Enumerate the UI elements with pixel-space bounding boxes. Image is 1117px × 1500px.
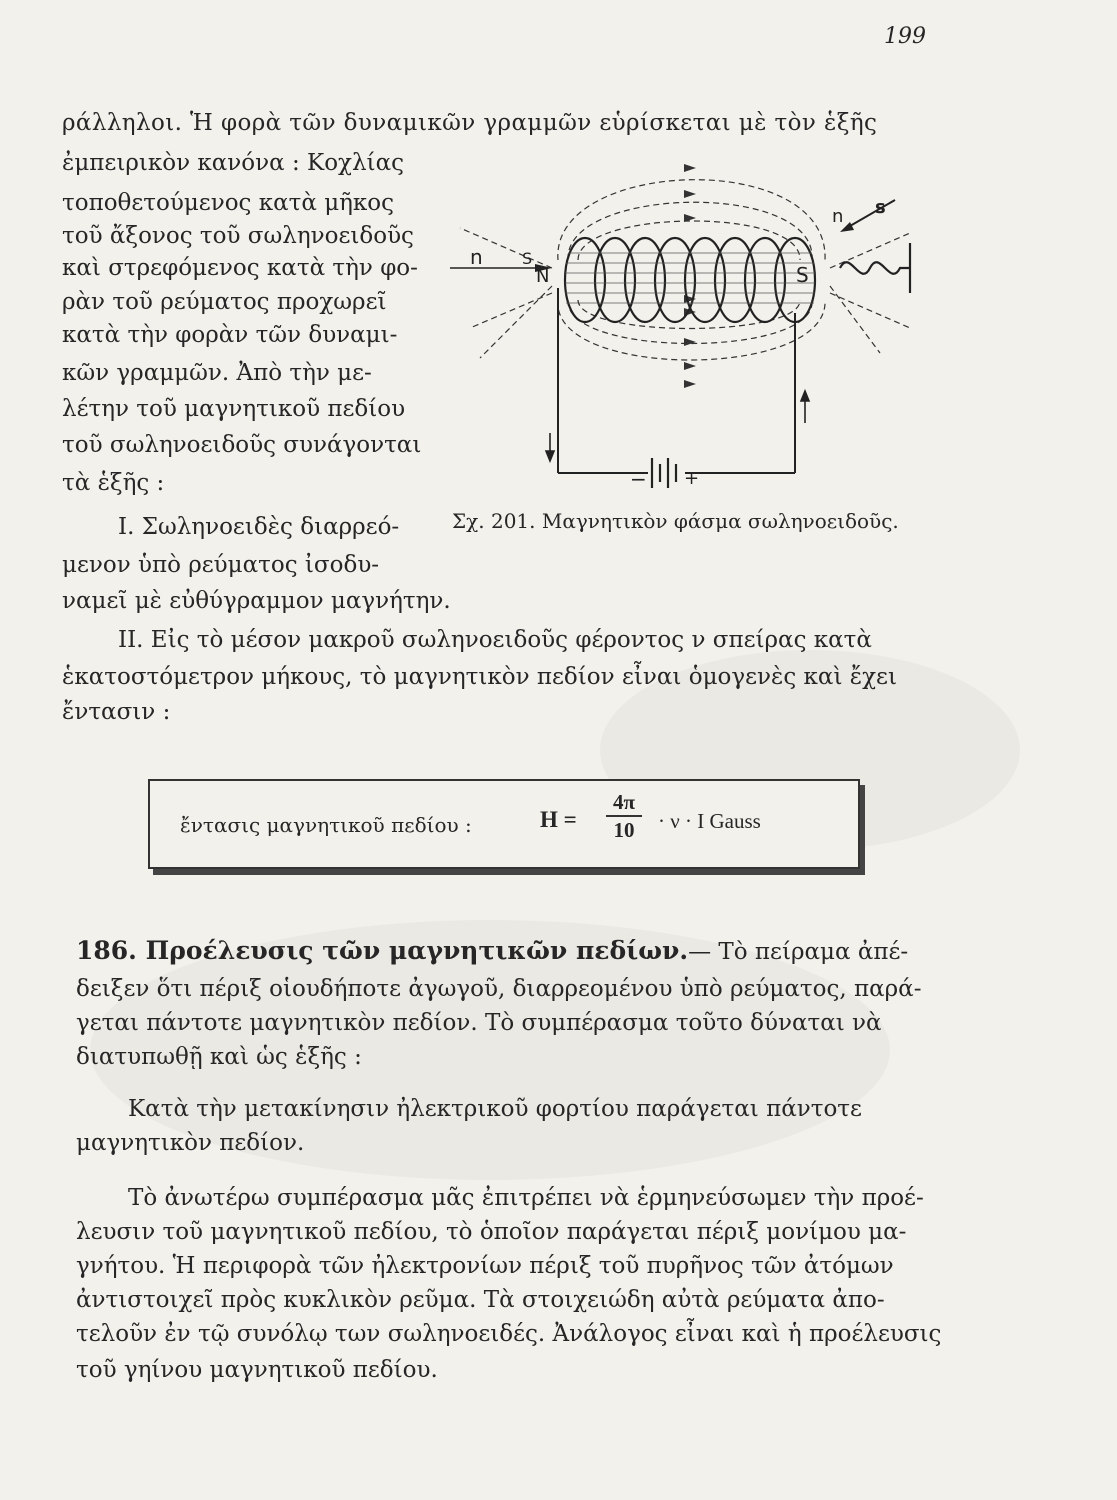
formula-denominator: 10 [613,818,635,842]
figure-caption: Σχ. 201. Μαγνητικὸν φάσμα σωληνοειδοῦς. [452,509,899,533]
label-S-right: S [796,263,809,287]
intro-line: ράλληλοι. Ἡ φορὰ τῶν δυναμικῶν γραμμῶν εὑρίσκεται μὲ τὸν ἑξῆς [62,110,878,136]
list-item-line: μενον ὑπὸ ρεύματος ἰσοδυ- [62,552,380,578]
label-plus: + [684,468,700,489]
formula-lhs: H = [540,807,577,832]
intro-line: ἐμπειρικὸν κανόνα : Κοχλίας [62,150,404,176]
intro-line: λέτην τοῦ μαγνητικοῦ πεδίου [62,396,406,422]
solenoid-field-figure [440,118,940,508]
intro-line: ρὰν τοῦ ρεύματος προχωρεῖ [62,289,387,315]
label-n-left: n [470,245,483,269]
formula-box [148,779,860,869]
list-item-line: ναμεῖ μὲ εὐθύγραμμον μαγνήτην. [62,588,451,614]
closing-line: τοῦ γηίνου μαγνητικοῦ πεδίου. [76,1357,438,1383]
battery-icon [652,458,676,488]
intro-line: τοῦ ἄξονος τοῦ σωληνοειδοῦς [62,223,414,249]
solenoid-terminal-wire [840,243,910,293]
right-compass-needle-icon [840,200,895,232]
section-line: διατυπωθῇ καὶ ὡς ἑξῆς : [76,1044,362,1070]
intro-line: κατὰ τὴν φορὰν τῶν δυναμι- [62,322,398,348]
label-s-left: S [522,249,533,268]
list-item-line: ἔντασιν : [62,699,171,725]
closing-line: λευσιν τοῦ μαγνητικοῦ πεδίου, τὸ ὁποῖον παράγεται πέριξ μονίμου μα- [76,1219,907,1245]
label-N: N [536,266,550,287]
formula-fraction [606,789,642,843]
page-number: 199 [884,24,926,49]
section-heading: 186. Προέλευσις τῶν μαγνητικῶν πεδίων. [76,936,689,965]
solenoid-diagram [440,118,940,508]
section-line: δειξεν ὅτι πέριξ οἱουδήποτε ἀγωγοῦ, διαρρεομένου ὑπὸ ρεύματος, παρά- [76,976,922,1002]
list-item-line: ἑκατοστόμετρον μήκους, τὸ μαγνητικὸν πεδίον εἶναι ὁμογενὲς καὶ ἔχει [62,664,897,690]
statement-line: Κατὰ τὴν μετακίνησιν ἠλεκτρικοῦ φορτίου παράγεται πάντοτε [128,1096,862,1122]
list-item-line: I. Σωληνοειδὲς διαρρεό- [118,514,400,540]
label-s-right: s [875,197,886,218]
formula-rhs: · ν · I Gauss [658,809,761,833]
intro-line: τὰ ἑξῆς : [62,470,165,496]
section-line: γεται πάντοτε μαγνητικὸν πεδίον. Τὸ συμπέρασμα τοῦτο δύναται νὰ [76,1010,882,1036]
closing-line: γνήτου. Ἡ περιφορὰ τῶν ἠλεκτρονίων πέριξ τοῦ πυρῆνος τῶν ἀτόμων [76,1253,894,1279]
closing-line: τελοῦν ἐν τῷ συνόλῳ των σωληνοειδές. Ἀνάλογος εἶναι καὶ ἡ προέλευσις [76,1321,942,1347]
list-item-line: II. Εἰς τὸ μέσον μακροῦ σωληνοειδοῦς φέροντος ν σπείρας κατὰ [118,627,872,653]
intro-line: καὶ στρεφόμενος κατὰ τὴν φο- [62,255,418,281]
label-n-right: n [832,206,844,227]
formula-label: ἔντασις μαγνητικοῦ πεδίου : [180,813,472,837]
intro-line: κῶν γραμμῶν. Ἀπὸ τὴν με- [62,360,372,386]
label-minus: − [630,467,647,491]
closing-line: ἀντιστοιχεῖ πρὸς κυκλικὸν ρεῦμα. Τὰ στοιχειώδη αὐτὰ ρεύματα ἀπο- [76,1287,885,1313]
formula-numerator: 4π [606,789,642,817]
section-heading-line [76,936,908,967]
statement-line: μαγνητικὸν πεδίον. [76,1130,305,1156]
closing-line: Τὸ ἀνωτέρω συμπέρασμα μᾶς ἐπιτρέπει νὰ ἑρμηνεύσωμεν τὴν προέ- [128,1185,924,1211]
solenoid-coils [565,238,815,322]
intro-line: τοῦ σωληνοειδοῦς συνάγονται [62,432,422,458]
section-heading-rest: — Τὸ πείραμα ἀπέ- [688,939,909,965]
intro-line: τοποθετούμενος κατὰ μῆκος [62,190,395,216]
current-arrows [546,391,809,461]
